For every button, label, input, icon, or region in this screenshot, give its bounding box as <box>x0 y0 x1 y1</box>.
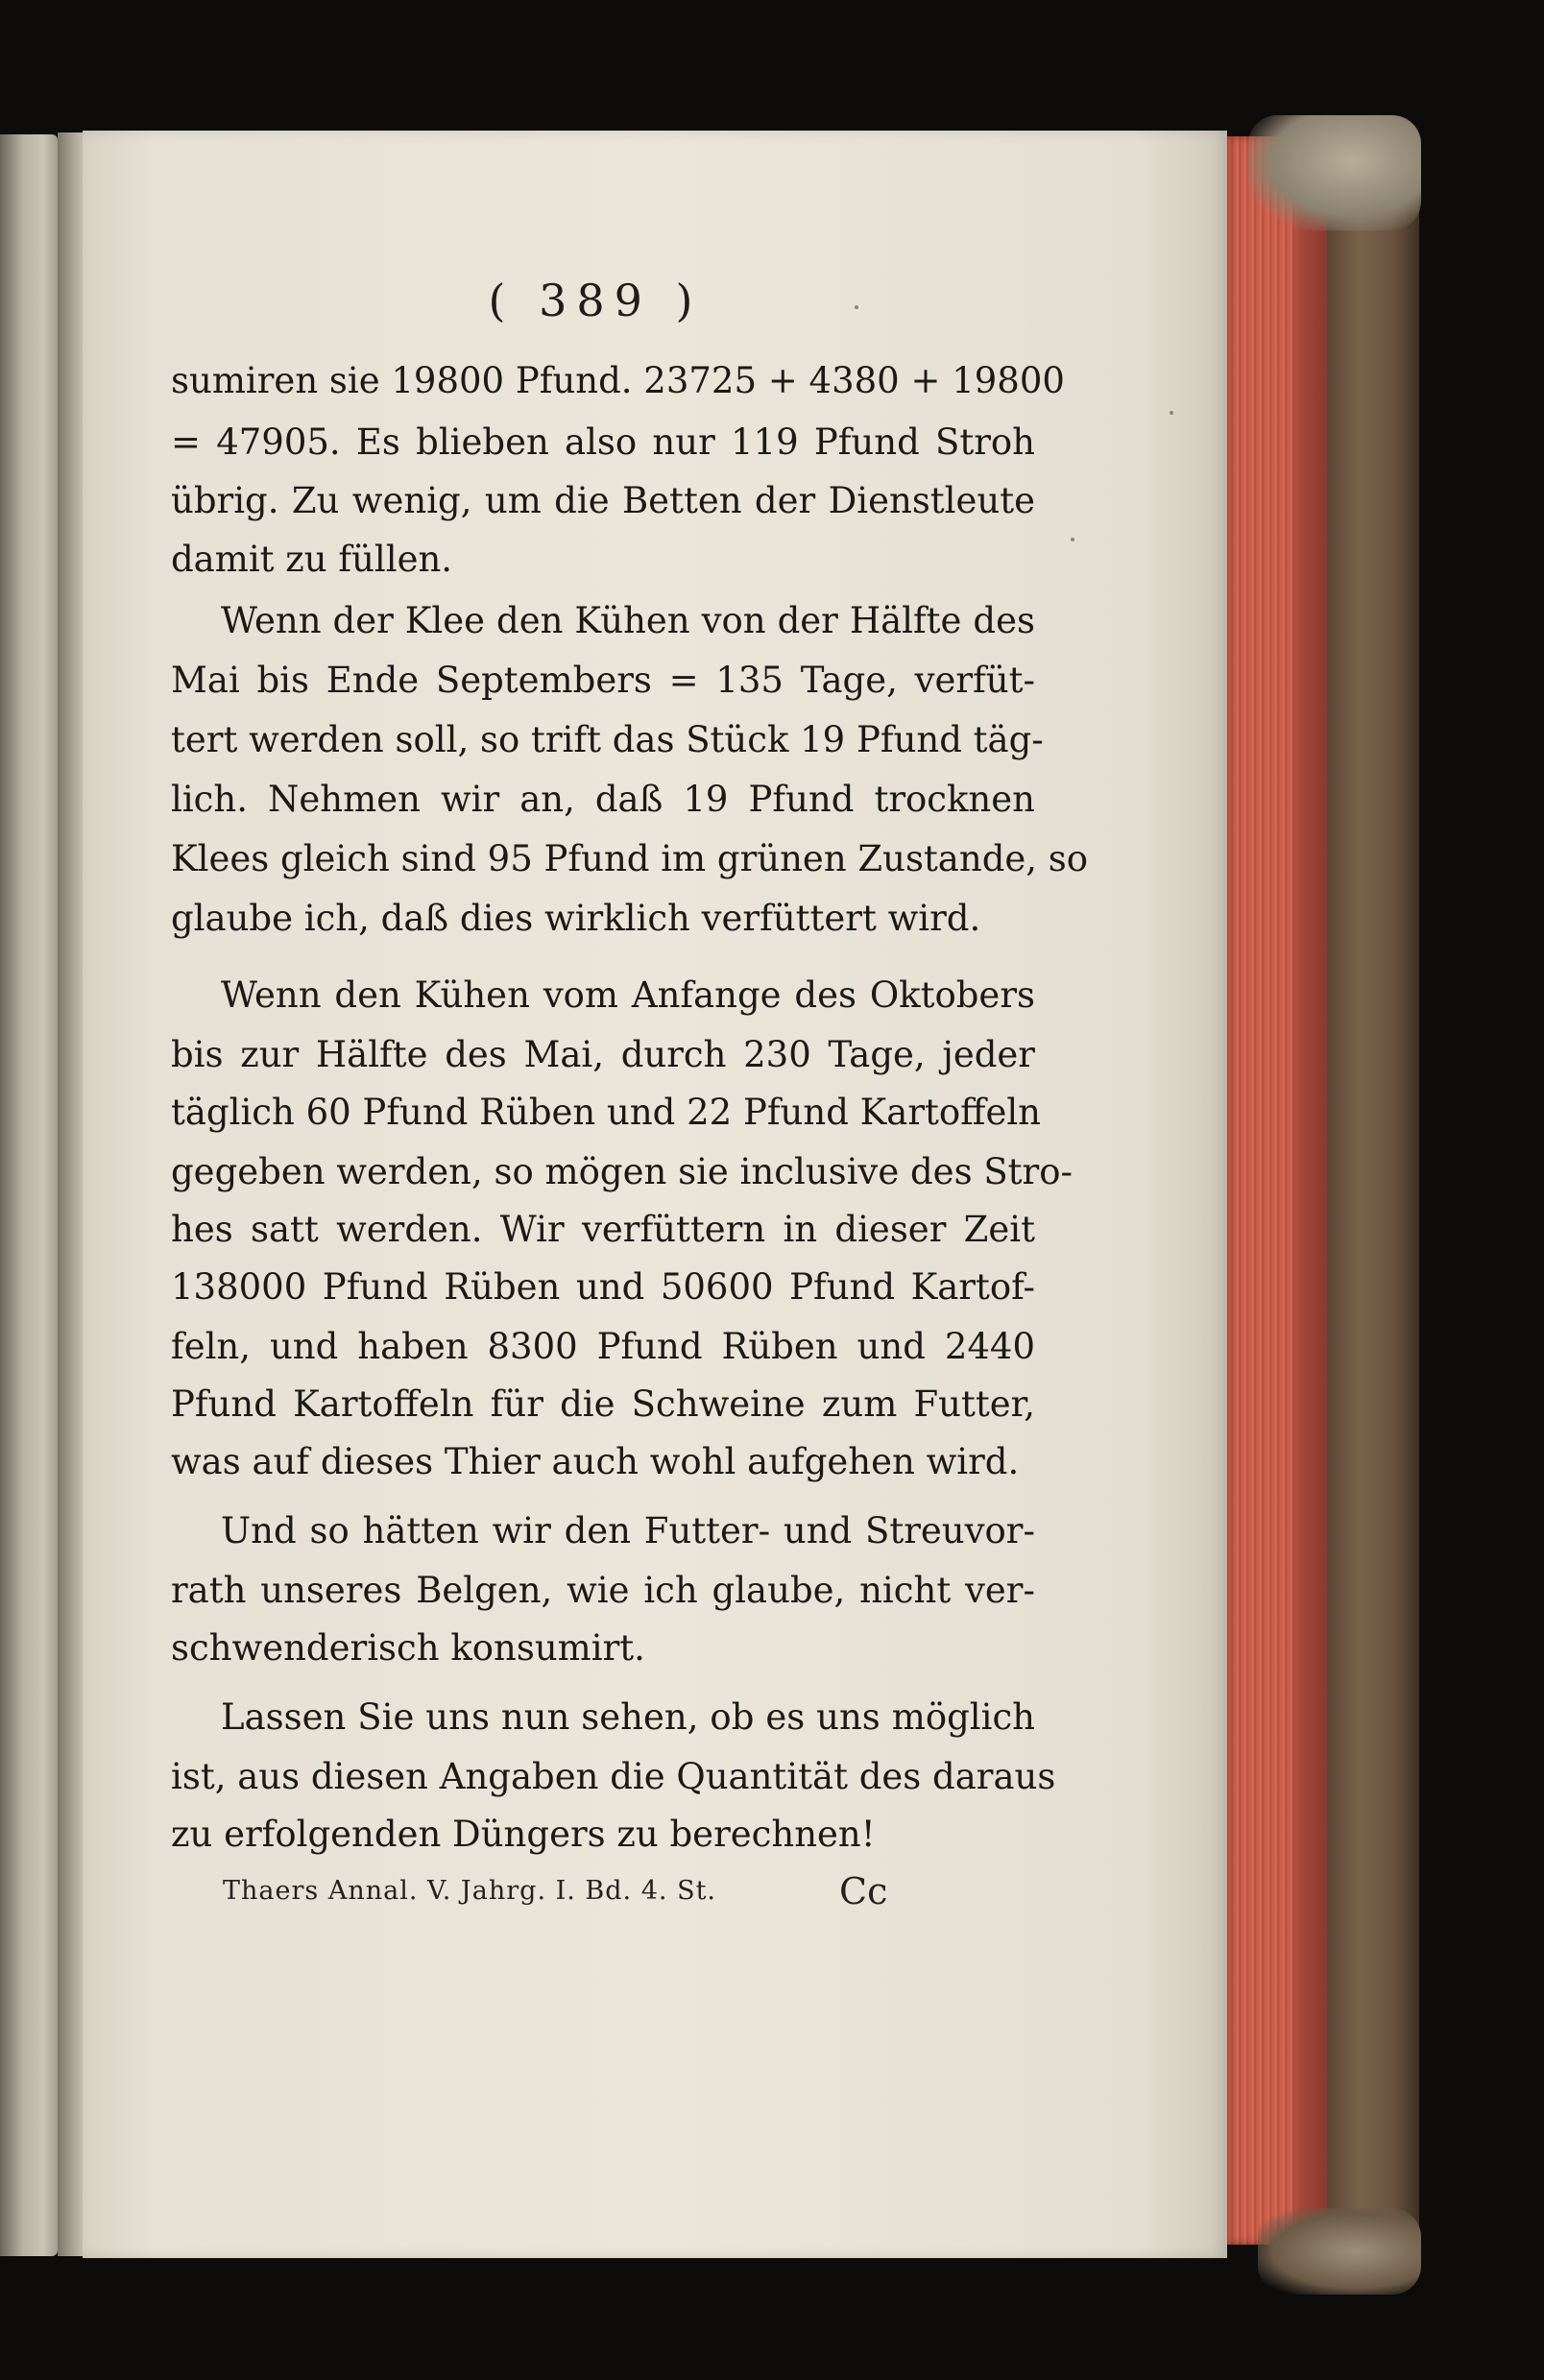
text-line: was auf dieses Thier auch wohl aufgehen wird. <box>171 1441 1020 1482</box>
cover-corner-top <box>1248 115 1421 230</box>
text-line: bis zur Hälfte des Mai, durch 230 Tage, jeder <box>171 1034 1035 1075</box>
text-line: übrig. Zu wenig, um die Betten der Dienstleute <box>171 480 1035 521</box>
text-line: Klees gleich sind 95 Pfund im grünen Zustande, so <box>171 838 1089 879</box>
text-line: sumiren sie 19800 Pfund. 23725 + 4380 + 19800 <box>171 360 1065 401</box>
text-line: damit zu füllen. <box>171 539 453 580</box>
text-line: feln, und haben 8300 Pfund Rüben und 2440 <box>171 1326 1035 1367</box>
paper-speck <box>1170 411 1173 415</box>
signature-mark: Cc <box>839 1870 888 1912</box>
paper-speck <box>855 305 858 309</box>
text-line: tert werden soll, so trift das Stück 19 Pfund täg- <box>171 719 1044 760</box>
text-line: lich. Nehmen wir an, daß 19 Pfund trocknen <box>171 779 1035 820</box>
text-line: Lassen Sie uns nun sehen, ob es uns möglich <box>221 1696 1035 1738</box>
signature-line: Thaers Annal. V. Jahrg. I. Bd. 4. St. <box>223 1876 716 1906</box>
leather-cover <box>1327 144 1419 2266</box>
paper-speck <box>1071 538 1074 541</box>
text-line: ist, aus diesen Angaben die Quantität des daraus <box>171 1756 1056 1797</box>
red-page-edges <box>1227 136 1298 2245</box>
text-line: schwenderisch konsumirt. <box>171 1627 645 1669</box>
cover-corner-bottom <box>1258 2208 1421 2295</box>
text-line: Wenn der Klee den Kühen von der Hälfte des <box>221 600 1035 641</box>
text-line: Und so hätten wir den Futter- und Streuvor- <box>221 1510 1035 1551</box>
text-line: Pfund Kartoffeln für die Schweine zum Futter, <box>171 1383 1035 1425</box>
text-line: 138000 Pfund Rüben und 50600 Pfund Kartof- <box>171 1266 1035 1308</box>
text-line: glaube ich, daß dies wirklich verfüttert wird. <box>171 898 981 939</box>
previous-page-edge <box>0 134 58 2256</box>
text-line: Wenn den Kühen vom Anfange des Oktobers <box>221 974 1035 1016</box>
text-line: = 47905. Es blieben also nur 119 Pfund Stroh <box>171 421 1035 463</box>
red-page-edges-shadow <box>1298 163 1327 2227</box>
text-line: gegeben werden, so mögen sie inclusive des Stro- <box>171 1151 1074 1192</box>
text-line: rath unseres Belgen, wie ich glaube, nicht ver- <box>171 1570 1035 1611</box>
text-line: zu erfolgenden Düngers zu berechnen! <box>171 1814 876 1855</box>
text-line: täglich 60 Pfund Rüben und 22 Pfund Kartoffeln <box>171 1092 1042 1133</box>
text-line: hes satt werden. Wir verfüttern in dieser Zeit <box>171 1209 1035 1250</box>
text-line: Mai bis Ende Septembers = 135 Tage, verfüt- <box>171 660 1035 701</box>
page-number: ( 389 ) <box>488 275 703 326</box>
